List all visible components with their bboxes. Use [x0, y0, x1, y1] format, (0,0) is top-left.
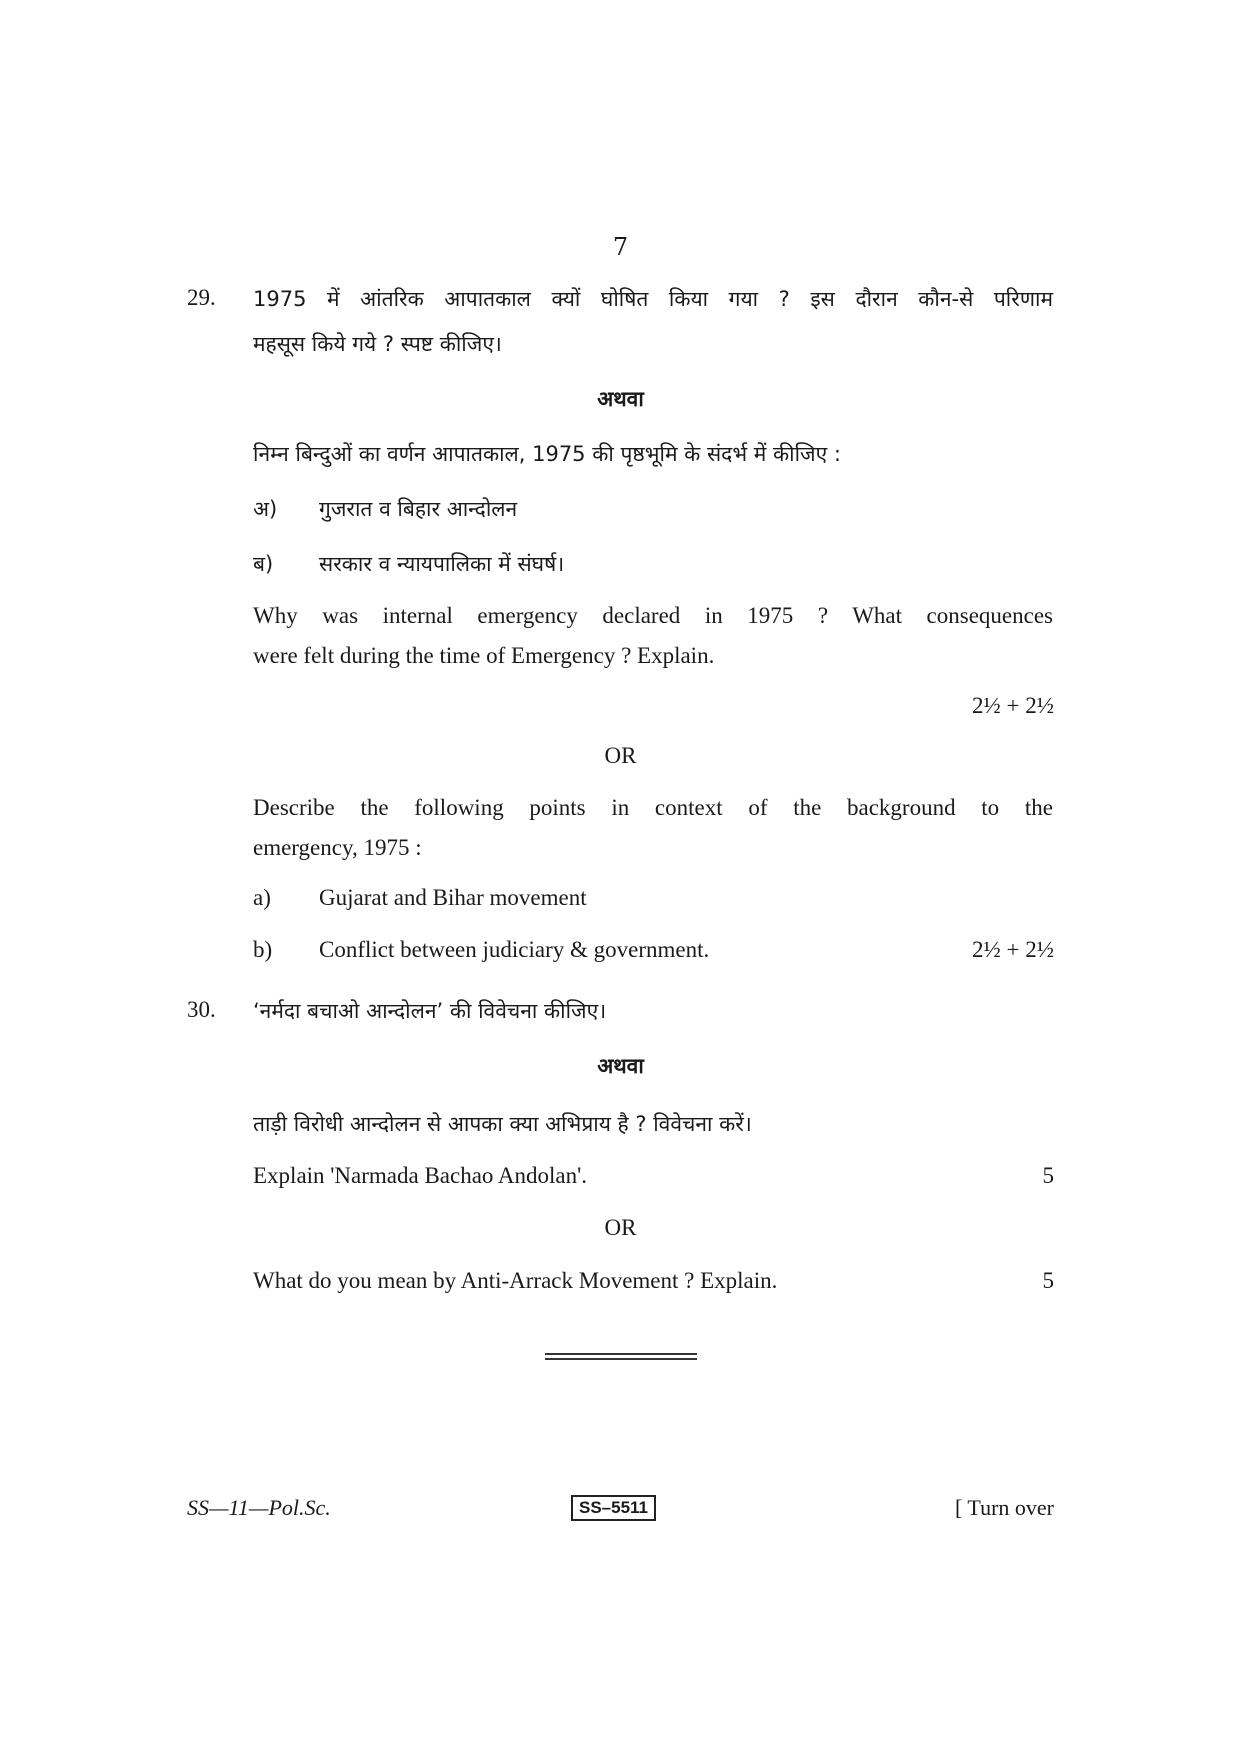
or-hindi-heading: अथवा — [597, 387, 644, 411]
question-30-hindi-text: ‘नर्मदा बचाओ आन्दोलन’ की विवेचना कीजिए। — [253, 999, 607, 1023]
or-english-heading: OR — [604, 743, 637, 768]
alt-hindi-a-label: अ) — [253, 497, 278, 521]
footer-turn-over: [ Turn over — [954, 1495, 1054, 1520]
alt-english-b-text: Conflict between judiciary & government. — [319, 937, 710, 962]
question-29-number: 29. — [187, 285, 216, 310]
question-29-english-line1: Why was internal emergency declared in 1975 ? What consequences — [253, 603, 1053, 628]
question-29-hindi-line1: 1975 में आंतरिक आपातकाल क्यों घोषित किया गया ? इस दौरान कौन-से परिणाम — [253, 287, 1053, 311]
question-30-english-text: Explain 'Narmada Bachao Andolan'. — [253, 1163, 588, 1188]
alt-english-b-label: b) — [253, 937, 273, 962]
or-english-heading-30: OR — [604, 1215, 637, 1240]
page-number: 7 — [612, 233, 629, 261]
footer-code-box: SS–5511 — [571, 1495, 656, 1521]
question-29-alt-hindi-intro: निम्न बिन्दुओं का वर्णन आपातकाल, 1975 की पृष्ठभूमि के संदर्भ में कीजिए : — [253, 442, 841, 466]
question-29-hindi-line2: महसूस किये गये ? स्पष्ट कीजिए। — [253, 332, 502, 356]
or-hindi-heading-30: अथवा — [597, 1054, 644, 1078]
alt-hindi-b-text: सरकार व न्यायपालिका में संघर्ष। — [319, 552, 565, 576]
question-30-alt-marks: 5 — [1042, 1268, 1054, 1293]
question-30-marks: 5 — [1042, 1163, 1054, 1188]
question-30-alt-hindi: ताड़ी विरोधी आन्दोलन से आपका क्या अभिप्राय है ? विवेचना करें। — [253, 1112, 752, 1136]
question-29-alt-english-line2: emergency, 1975 : — [253, 835, 422, 860]
end-rule-bottom — [545, 1358, 697, 1360]
question-30-number: 30. — [187, 997, 216, 1022]
question-29-english-line2: were felt during the time of Emergency ? Explain. — [253, 643, 715, 668]
alt-hindi-b-label: ब) — [253, 552, 274, 576]
footer-paper-id: SS—11—Pol.Sc. — [187, 1495, 331, 1520]
alt-english-a-text: Gujarat and Bihar movement — [319, 885, 587, 910]
end-rule-top — [545, 1353, 697, 1355]
alt-hindi-a-text: गुजरात व बिहार आन्दोलन — [319, 497, 518, 521]
question-29-marks: 2½ + 2½ — [972, 693, 1054, 718]
question-29-alt-english-line1: Describe the following points in context of the background to the — [253, 795, 1053, 820]
question-30-alt-english: What do you mean by Anti-Arrack Movement ? Explain. — [253, 1268, 778, 1293]
alt-english-a-label: a) — [253, 885, 271, 910]
question-29-alt-marks: 2½ + 2½ — [972, 937, 1054, 962]
